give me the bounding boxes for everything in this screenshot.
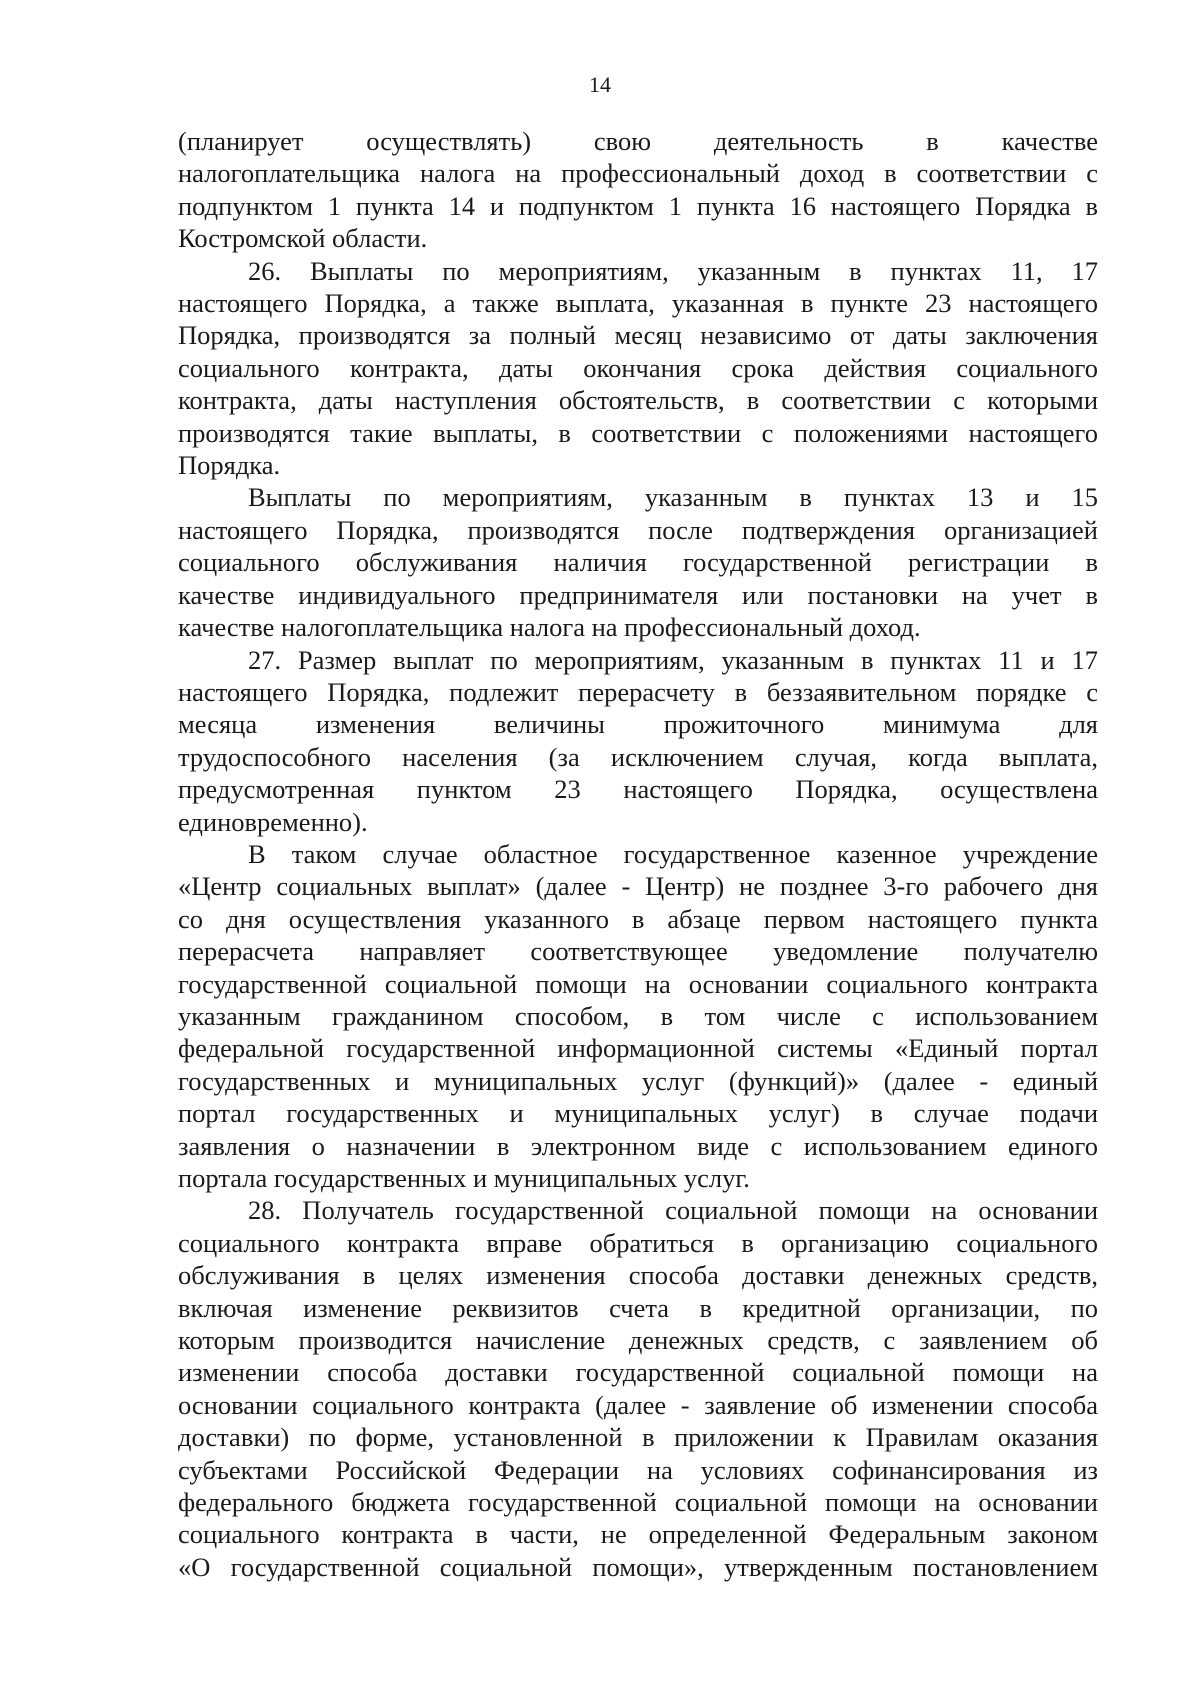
text-line: социального контракта вправе обратиться в организацию социального xyxy=(178,1227,1098,1258)
paragraph-p26b xyxy=(178,481,1098,643)
text-line: доставки) по форме, установленной в приложении к Правилам оказания xyxy=(178,1422,1098,1453)
text-line: основании социального контракта (далее - заявление об изменении способа xyxy=(178,1389,1098,1420)
text-line: подпунктом 1 пункта 14 и подпунктом 1 пункта 16 настоящего Порядка в xyxy=(178,190,1098,221)
text-line: обслуживания в целях изменения способа доставки денежных средств, xyxy=(178,1260,1098,1291)
text-line: настоящего Порядка, производятся после подтверждения организацией xyxy=(178,514,1098,545)
paragraph-p26 xyxy=(178,255,1098,482)
text-line: федеральной государственной информационной системы «Единый портал xyxy=(178,1033,1098,1064)
document-body xyxy=(178,125,1098,1583)
text-line: портал государственных и муниципальных услуг) в случае подачи xyxy=(178,1098,1098,1129)
text-line: В таком случае областное государственное казенное учреждение xyxy=(248,838,1098,869)
text-line: которым производится начисление денежных средств, с заявлением об xyxy=(178,1325,1098,1356)
text-line: заявления о назначении в электронном виде с использованием единого xyxy=(178,1130,1098,1161)
text-line: указанным гражданином способом, в том числе с использованием xyxy=(178,1000,1098,1031)
text-line: качестве налогоплательщика налога на профессиональный доход. xyxy=(178,612,921,643)
text-line: налогоплательщика налога на профессиональный доход в соответствии с xyxy=(178,158,1098,189)
text-line: настоящего Порядка, подлежит перерасчету в беззаявительном порядке с xyxy=(178,676,1098,707)
text-line: «Центр социальных выплат» (далее - Центр) не позднее 3-го рабочего дня xyxy=(178,871,1098,902)
page-number: 14 xyxy=(589,72,611,97)
paragraph-p27b xyxy=(178,838,1098,1194)
text-line: социального контракта в части, не определенной Федеральным законом xyxy=(178,1519,1098,1550)
text-line: социального обслуживания наличия государственной регистрации в xyxy=(178,547,1098,578)
text-line: субъектами Российской Федерации на условиях софинансирования из xyxy=(178,1454,1098,1485)
paragraph-p28 xyxy=(178,1194,1098,1583)
text-line: 27. Размер выплат по мероприятиям, указанным в пунктах 11 и 17 xyxy=(248,644,1098,675)
text-line: Выплаты по мероприятиям, указанным в пунктах 13 и 15 xyxy=(248,482,1098,513)
text-line: государственной социальной помощи на основании социального контракта xyxy=(178,968,1098,999)
text-line: трудоспособного населения (за исключением случая, когда выплата, xyxy=(178,741,1098,772)
text-line: портала государственных и муниципальных услуг. xyxy=(178,1163,750,1193)
text-line: включая изменение реквизитов счета в кредитной организации, по xyxy=(178,1292,1098,1323)
text-line: перерасчета направляет соответствующее уведомление получателю xyxy=(178,936,1098,967)
text-line: (планирует осуществлять) свою деятельность в качестве xyxy=(178,126,1098,156)
text-line: «О государственной социальной помощи», утвержденным постановлением xyxy=(178,1551,1098,1582)
text-line: предусмотренная пунктом 23 настоящего Порядка, осуществлена xyxy=(178,774,1098,805)
text-line: производятся такие выплаты, в соответствии с положениями настоящего xyxy=(178,417,1098,448)
paragraph-p27 xyxy=(178,644,1098,838)
text-line: месяца изменения величины прожиточного минимума для xyxy=(178,709,1098,740)
text-line: изменении способа доставки государственной социальной помощи на xyxy=(178,1357,1098,1388)
text-line: Порядка. xyxy=(178,450,281,481)
text-line: федерального бюджета государственной социальной помощи на основании xyxy=(178,1487,1098,1518)
text-line: Порядка, производятся за полный месяц независимо от даты заключения xyxy=(178,320,1098,351)
text-line: настоящего Порядка, а также выплата, указанная в пункте 23 настоящего xyxy=(178,288,1098,319)
text-line: со дня осуществления указанного в абзаце первом настоящего пункта xyxy=(178,903,1098,934)
text-line: государственных и муниципальных услуг (функций)» (далее - единый xyxy=(178,1065,1098,1096)
text-line: Костромской области. xyxy=(178,223,428,254)
text-line: 28. Получатель государственной социальной помощи на основании xyxy=(248,1195,1098,1226)
text-line: контракта, даты наступления обстоятельств, в соответствии с которыми xyxy=(178,385,1098,416)
text-line: социального контракта, даты окончания срока действия социального xyxy=(178,352,1098,383)
text-line: единовременно). xyxy=(178,806,368,837)
text-line: качестве индивидуального предпринимателя или постановки на учет в xyxy=(178,579,1098,610)
text-line: 26. Выплаты по мероприятиям, указанным в пунктах 11, 17 xyxy=(248,255,1098,286)
paragraph-p_cont xyxy=(178,125,1098,255)
